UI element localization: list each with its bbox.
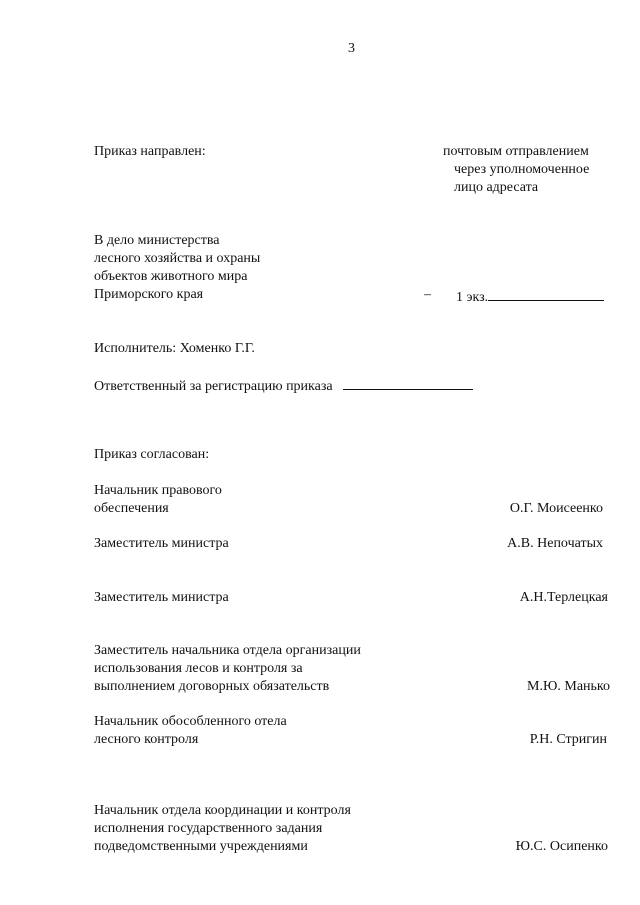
signatory-position xyxy=(94,713,287,749)
sent-method-line: через уполномоченное xyxy=(454,162,590,177)
recipient-block xyxy=(94,232,260,304)
signatory-position xyxy=(94,802,351,856)
signatory-position xyxy=(94,589,229,607)
signatory-name: М.Ю. Манько xyxy=(527,679,610,694)
position-line: Начальник правового xyxy=(94,483,222,498)
sent-label: Приказ направлен: xyxy=(94,144,206,159)
signatory-name: Ю.С. Осипенко xyxy=(515,839,608,854)
sent-method-line: почтовым отправлением xyxy=(443,144,589,159)
position-line: Начальник обособленного отела xyxy=(94,714,287,729)
registration-label: Ответственный за регистрацию приказа xyxy=(94,379,333,394)
signatory-position xyxy=(94,642,361,696)
copies-count xyxy=(456,286,604,307)
agreed-heading: Приказ согласован: xyxy=(94,447,210,462)
position-line: Заместитель министра xyxy=(94,590,229,605)
copies-signature-line xyxy=(488,286,604,301)
registration-signature-line xyxy=(343,375,473,390)
position-line: Заместитель министра xyxy=(94,536,229,551)
recipient-line: объектов животного мира xyxy=(94,269,248,284)
signatory-position xyxy=(94,482,222,518)
signatory-name: А.Н.Терлецкая xyxy=(519,590,608,605)
signatory-name: О.Г. Моисеенко xyxy=(509,501,603,516)
registration xyxy=(94,375,473,396)
signatory-position xyxy=(94,535,229,553)
recipient-line: В дело министерства xyxy=(94,233,220,248)
recipient-line: лесного хозяйства и охраны xyxy=(94,251,261,266)
sent-method xyxy=(443,143,589,197)
signatory-name: А.В. Непочатых xyxy=(507,536,603,551)
position-line: обеспечения xyxy=(94,501,169,516)
copies-label: 1 экз. xyxy=(456,290,489,305)
page-number: 3 xyxy=(348,41,355,56)
sent-method-line: лицо адресата xyxy=(454,180,539,195)
position-line: исполнения государственного задания xyxy=(94,821,323,836)
signatory-name: Р.Н. Стригин xyxy=(529,732,607,747)
position-line: подведомственными учреждениями xyxy=(94,839,308,854)
executor: Исполнитель: Хоменко Г.Г. xyxy=(94,341,255,356)
position-line: Заместитель начальника отдела организации xyxy=(94,643,361,658)
position-line: лесного контроля xyxy=(94,732,199,747)
copies-dash: – xyxy=(424,287,431,302)
position-line: Начальник отдела координации и контроля xyxy=(94,803,351,818)
recipient-line: Приморского края xyxy=(94,287,204,302)
position-line: использования лесов и контроля за xyxy=(94,661,303,676)
position-line: выполнением договорных обязательств xyxy=(94,679,330,694)
